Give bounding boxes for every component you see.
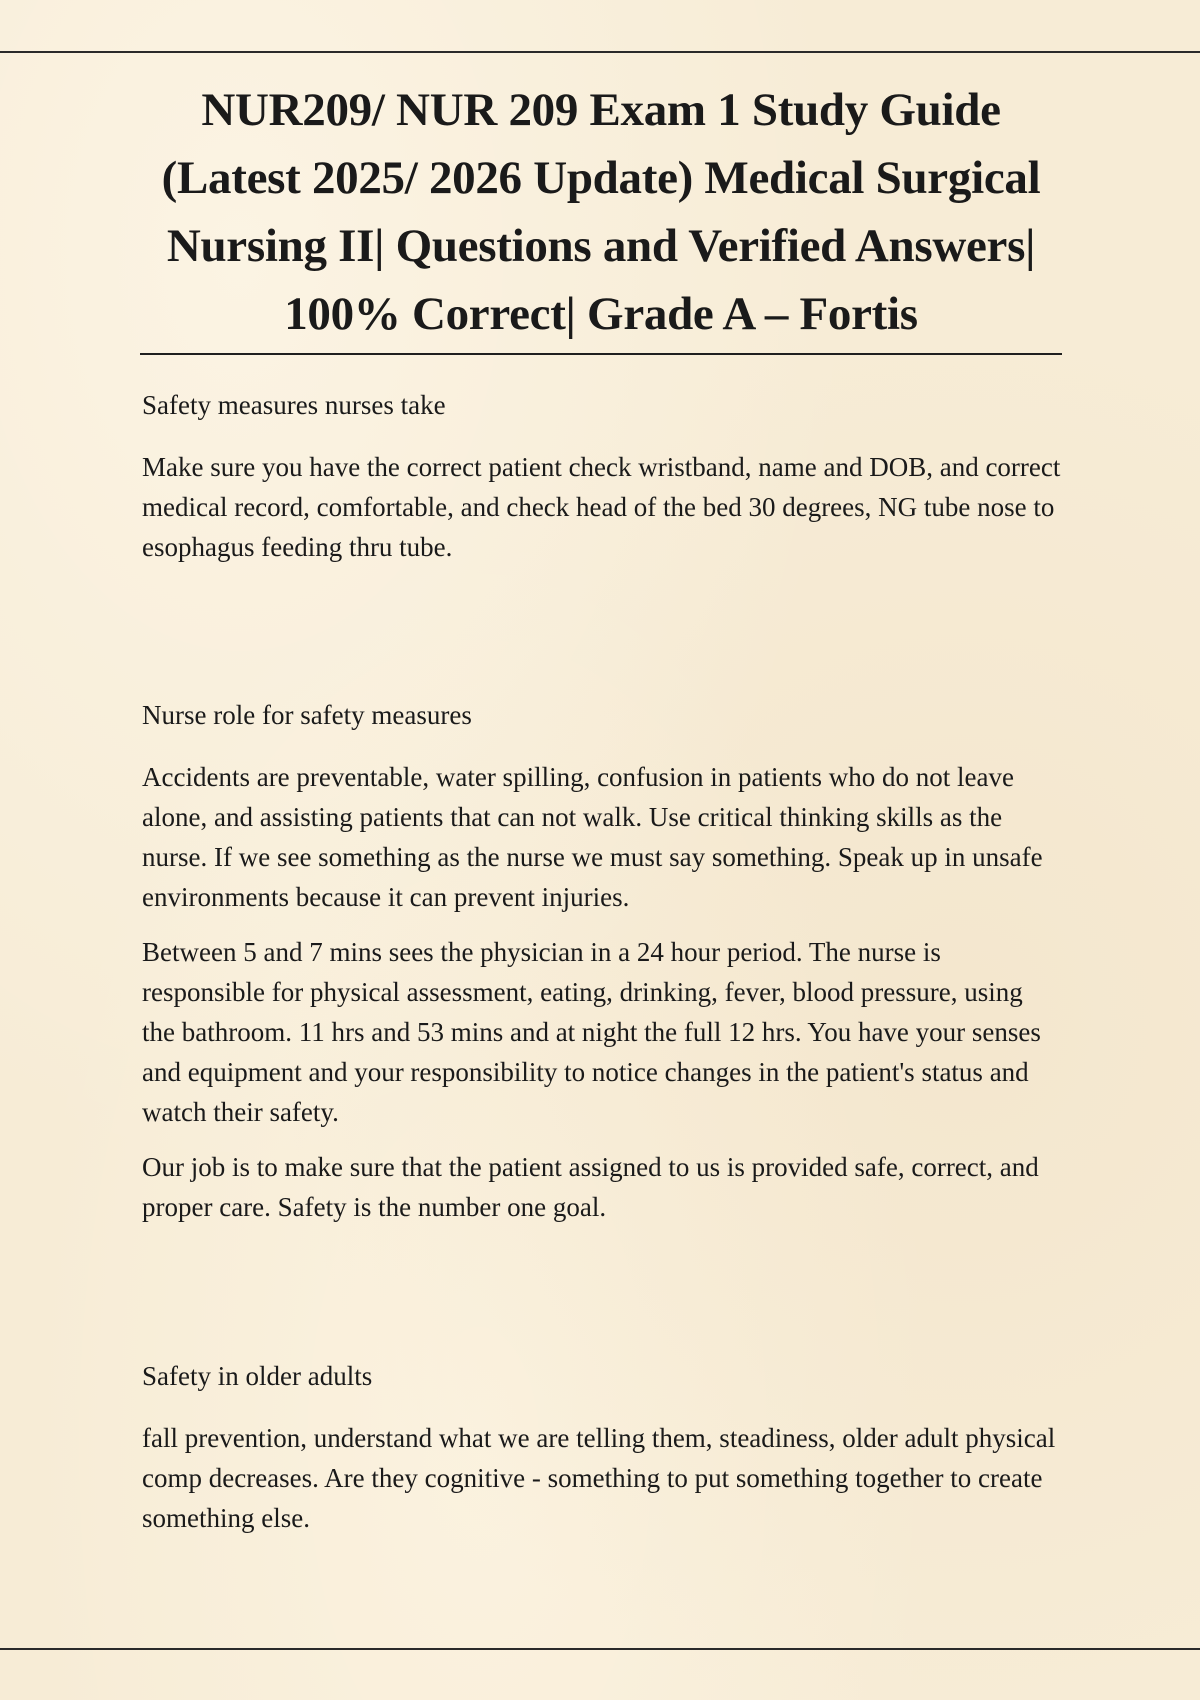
answer-paragraph: Between 5 and 7 mins sees the physician in a 24 hour period. The nurse is responsible for physical assessment, eating, drinking, fever, blood pressure, using the bathroom. 11 hrs and 53 mins and at night the full 12 hrs. You have your senses and equipment and your responsibility to notice changes in the patient's status and watch their safety.: [142, 937, 1041, 1127]
qa-section-2: [142, 695, 1062, 1242]
question-text: Safety in older adults: [142, 1361, 373, 1391]
answer-paragraph: Make sure you have the correct patient check wristband, name and DOB, and correct medical record, comfortable, and check head of the bed 30 degrees, NG tube nose to esophagus feeding thru tube.: [142, 452, 1061, 562]
page-top-rule: [0, 51, 1200, 53]
page-bottom-rule: [0, 1648, 1200, 1650]
title-underline: [140, 353, 1062, 355]
question-text: Safety measures nurses take: [142, 390, 446, 420]
answer-paragraph: Accidents are preventable, water spilling, confusion in patients who do not leave alone, and assisting patients that can not walk. Use critical thinking skills as the nurse. If we see something as the nurse we must say something. Speak up in unsafe environments because it can prevent injuries.: [142, 762, 1043, 912]
document-title: NUR209/ NUR 209 Exam 1 Study Guide (Latest 2025/ 2026 Update) Medical Surgical Nursing II| Questions and Verified Answers| 100% Correct| Grade A – Fortis: [161, 84, 1041, 340]
qa-section-3: [142, 1356, 1062, 1553]
answer-paragraph: fall prevention, understand what we are telling them, steadiness, older adult physical comp decreases. Are they cognitive - something to put something together to create something else.: [142, 1423, 1056, 1533]
answer-paragraph: Our job is to make sure that the patient assigned to us is provided safe, correct, and proper care. Safety is the number one goal.: [142, 1152, 1039, 1222]
qa-section-1: [142, 385, 1062, 582]
question-text: Nurse role for safety measures: [142, 700, 472, 730]
